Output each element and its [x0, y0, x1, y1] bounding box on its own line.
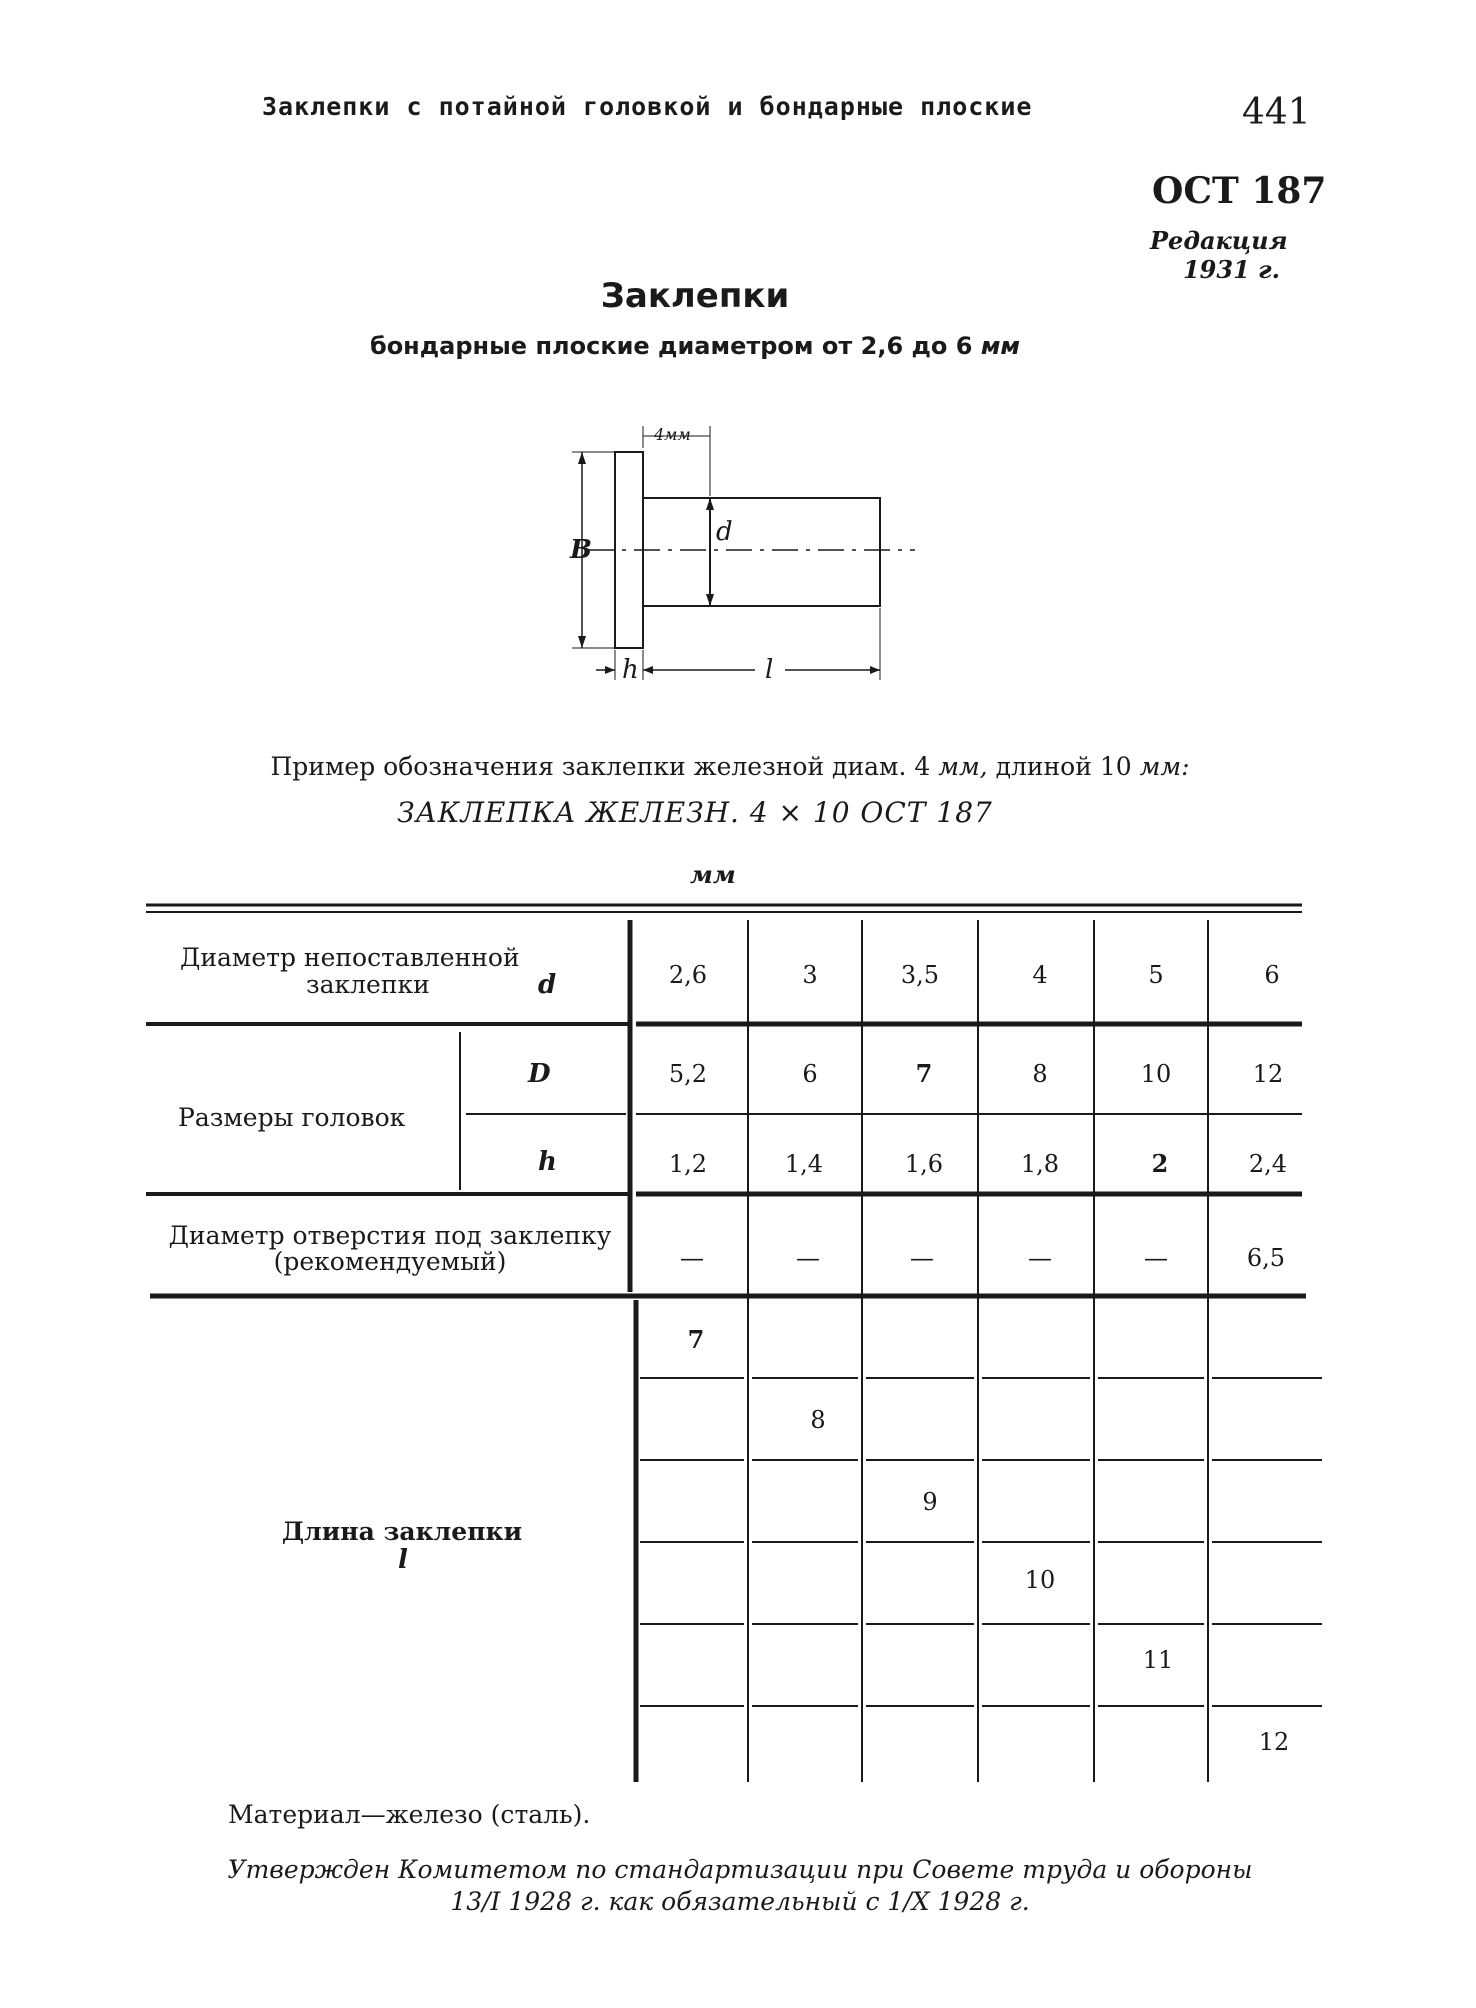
cell-d-6: 6 — [1264, 961, 1280, 989]
row-label-head: Размеры головок — [178, 1103, 406, 1132]
material-note: Материал—железо (сталь). — [228, 1800, 591, 1829]
example-text-2: длиной 10 — [995, 752, 1132, 781]
cell-h-5: 2 — [1151, 1149, 1169, 1178]
row-label-hole-line1: Диаметр отверстия под заклепку — [168, 1221, 612, 1250]
table-units: мм — [690, 860, 736, 889]
approval-line-1: Утвержден Комитетом по стандартизации при Совете труда и обороны — [227, 1855, 1253, 1884]
cell-d-3: 3 — [802, 961, 818, 989]
row-symbol-D: D — [528, 1059, 551, 1089]
cell-d-5: 5 — [1148, 961, 1164, 989]
cell-length-3: 9 — [922, 1488, 938, 1516]
cell-hole-2: — — [796, 1244, 820, 1272]
designation-code: ЗАКЛЕПКА ЖЕЛЕЗН. 4 × 10 ОСТ 187 — [397, 796, 993, 829]
page-title: Заклепки — [600, 276, 790, 316]
example-unit-1: мм, — [938, 752, 988, 781]
cell-h-6: 2,4 — [1248, 1150, 1288, 1178]
approval-note — [150, 1854, 1330, 1918]
cell-D-3: 7 — [915, 1059, 933, 1088]
dimension-l-label: l — [765, 655, 774, 685]
cell-hole-1: — — [680, 1244, 704, 1272]
example-unit-2: мм: — [1139, 752, 1190, 781]
cell-d-4: 4 — [1032, 961, 1048, 989]
cell-length-4: 10 — [1024, 1566, 1056, 1594]
cell-D-5: 10 — [1140, 1060, 1172, 1088]
row-symbol-l: l — [398, 1545, 408, 1575]
cell-D-4: 8 — [1032, 1060, 1048, 1088]
cell-length-2: 8 — [810, 1406, 826, 1434]
cell-d-3-5: 3,5 — [900, 961, 940, 989]
row-label-hole-line2: (рекомендуемый) — [273, 1247, 507, 1276]
cell-D-2: 6 — [802, 1060, 818, 1088]
cell-length-1: 7 — [687, 1325, 705, 1354]
row-label-d-line2: заклепки — [306, 970, 430, 999]
cell-h-3: 1,6 — [904, 1150, 944, 1178]
cell-hole-6: 6,5 — [1246, 1244, 1286, 1272]
cell-length-5: 11 — [1142, 1646, 1174, 1674]
cell-hole-3: — — [910, 1244, 934, 1272]
cell-hole-5: — — [1144, 1244, 1168, 1272]
page-number: 441 — [1242, 92, 1311, 133]
dimension-h-label: h — [622, 655, 639, 685]
dimension-4mm: 4мм — [654, 425, 691, 444]
row-label-d-line1: Диаметр непоставленной — [180, 943, 520, 972]
cell-d-2-6: 2,6 — [668, 961, 708, 989]
cell-hole-4: — — [1028, 1244, 1052, 1272]
subtitle-unit: мм — [980, 332, 1021, 360]
cell-h-2: 1,4 — [784, 1150, 824, 1178]
cell-D-1: 5,2 — [668, 1060, 708, 1088]
cell-length-6: 12 — [1258, 1728, 1290, 1756]
dimension-d-label: d — [716, 517, 733, 547]
subtitle-text: бондарные плоские диаметром от 2,6 до 6 — [369, 332, 973, 360]
cell-h-4: 1,8 — [1020, 1150, 1060, 1178]
dimension-B-label: B — [570, 535, 592, 565]
edition-note: Редакция 1931 г. — [1150, 226, 1288, 284]
standard-number: ОСТ 187 — [1152, 170, 1327, 212]
running-title: Заклепки с потайной головкой и бондарные плоские — [262, 92, 1033, 121]
approval-line-2: 13/I 1928 г. как обязательный с 1/X 1928 г. — [450, 1887, 1030, 1916]
row-symbol-d: d — [538, 970, 557, 1000]
cell-D-6: 12 — [1252, 1060, 1284, 1088]
row-label-length: Длина заклепки — [281, 1517, 523, 1546]
cell-h-1: 1,2 — [668, 1150, 708, 1178]
row-symbol-h: h — [538, 1147, 557, 1177]
example-text-1: Пример обозначения заклепки железной диам. 4 — [270, 752, 931, 781]
